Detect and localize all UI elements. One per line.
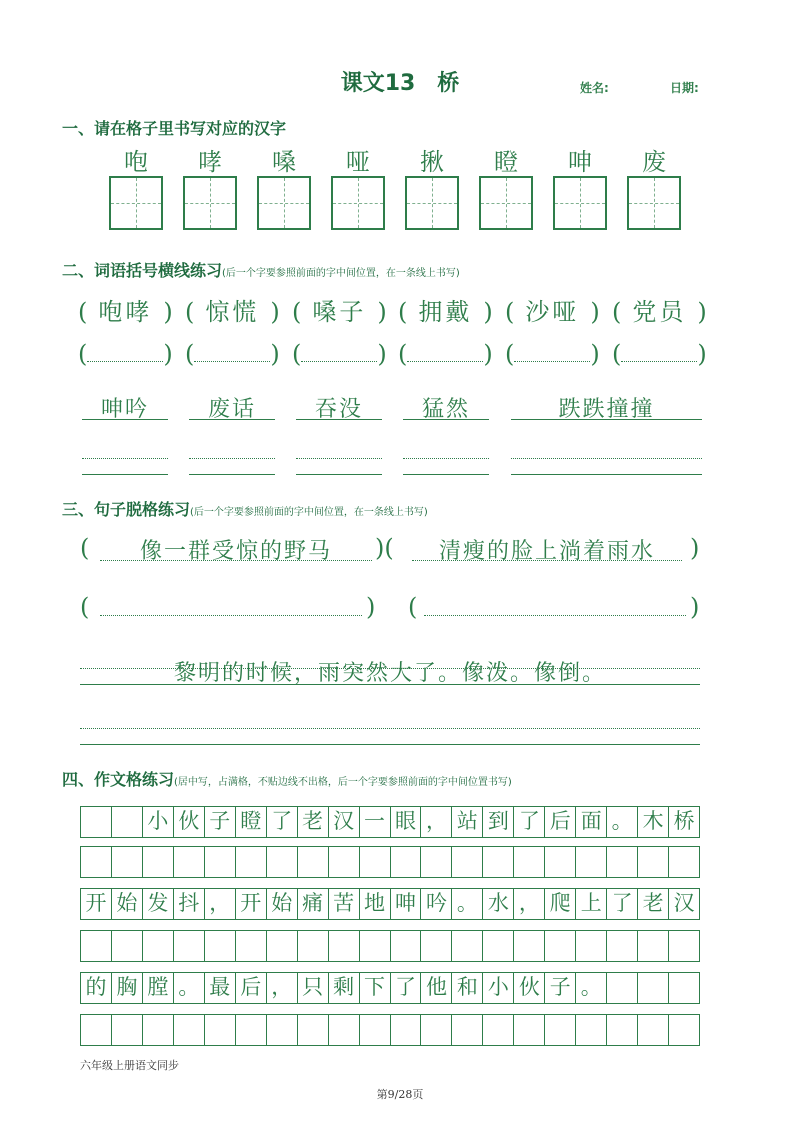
sentence-paren-2-close: ) — [690, 534, 700, 562]
grid-cell[interactable] — [669, 931, 699, 961]
grid-cell[interactable]: 呻 — [391, 889, 422, 919]
grid-cell[interactable]: 的 — [81, 973, 112, 1003]
grid-cell[interactable]: 后 — [545, 807, 576, 837]
line-word: 呻吟 — [100, 397, 149, 422]
writing-box[interactable] — [109, 176, 163, 230]
section2-heading — [62, 258, 460, 281]
grid-cell[interactable]: 了 — [391, 973, 422, 1003]
practice-dotline[interactable] — [403, 458, 489, 459]
grid-cell[interactable] — [576, 931, 607, 961]
line-word: 跌跌撞撞 — [558, 397, 655, 422]
paren-word: ( 咆哮 ) — [78, 292, 173, 327]
grid-cell[interactable] — [452, 847, 483, 877]
grid-cell[interactable]: 一 — [360, 807, 391, 837]
sentence-paren-1: ( — [80, 534, 90, 562]
grid-cell[interactable]: 。 — [452, 889, 483, 919]
line-sentence: 黎明的时候，雨突然大了。像泼。像倒。 — [173, 661, 606, 686]
grid-cell[interactable] — [205, 931, 236, 961]
book-label: 六年级上册语文同步 — [80, 1059, 179, 1072]
grid-cell[interactable]: 。 — [174, 973, 205, 1003]
paren-word: ( 沙哑 ) — [505, 292, 600, 327]
grid-row — [80, 1014, 700, 1046]
grid-cell[interactable]: 开 — [236, 889, 267, 919]
writing-box[interactable] — [479, 176, 533, 230]
grid-cell[interactable]: 胸 — [112, 973, 143, 1003]
writing-box[interactable] — [183, 176, 237, 230]
empty-paren-line[interactable] — [301, 343, 377, 362]
grid-cell[interactable] — [329, 931, 360, 961]
grid-cell[interactable]: 汉 — [673, 891, 695, 915]
grid-cell[interactable]: 他 — [421, 973, 452, 1003]
grid-cell[interactable]: 站 — [452, 807, 483, 837]
grid-cell[interactable] — [174, 1015, 205, 1045]
practice-baseline[interactable] — [82, 474, 168, 475]
grid-cell[interactable] — [174, 847, 205, 877]
empty-paren-line[interactable] — [514, 343, 590, 362]
empty-sentence-paren-2: ( — [408, 593, 418, 621]
pinyin-char: 揪 — [420, 148, 444, 176]
pinyin-char: 哮 — [198, 148, 222, 176]
practice-baseline[interactable] — [403, 474, 489, 475]
empty-paren[interactable]: ( ) — [292, 340, 387, 368]
grid-cell[interactable]: 。 — [607, 807, 638, 837]
grid-cell[interactable]: 发 — [143, 889, 174, 919]
practice-dotline[interactable] — [189, 458, 275, 459]
grid-cell[interactable]: ， — [267, 973, 298, 1003]
grid-cell[interactable]: 伙 — [514, 973, 545, 1003]
grid-cell[interactable]: 了 — [607, 889, 638, 919]
empty-sentence-line-2[interactable] — [424, 615, 686, 616]
grid-cell[interactable] — [483, 1015, 514, 1045]
writing-box[interactable] — [627, 176, 681, 230]
grid-row — [80, 846, 700, 878]
paren-word: ( 惊慌 ) — [185, 292, 280, 327]
grid-cell[interactable]: 吟 — [421, 889, 452, 919]
grid-cell[interactable] — [329, 847, 360, 877]
section3-note: (后一个字要参照前面的字中间位置，在一条线上书写) — [190, 507, 428, 518]
sentence-2-line — [412, 560, 682, 561]
line-word: 猛然 — [421, 397, 470, 422]
pinyin-char: 瞪 — [494, 148, 518, 176]
grid-cell[interactable] — [421, 1015, 452, 1045]
grid-cell[interactable] — [669, 847, 699, 877]
section2-title: 二、词语括号横线练习 — [62, 261, 223, 280]
section3-title: 三、句子脱格练习 — [62, 500, 191, 519]
empty-paren-line[interactable] — [621, 343, 697, 362]
grid-cell[interactable] — [112, 847, 143, 877]
sentence-2: 清瘦的脸上淌着雨水 — [438, 539, 655, 564]
line-word: 吞没 — [314, 397, 363, 422]
grid-cell[interactable]: 爬 — [545, 889, 576, 919]
grid-cell[interactable]: 痛 — [298, 889, 329, 919]
grid-cell[interactable] — [205, 1015, 236, 1045]
grid-cell[interactable] — [112, 807, 143, 837]
grid-cell[interactable] — [81, 847, 112, 877]
paren-word: ( 拥戴 ) — [398, 292, 493, 327]
grid-cell[interactable]: 老 — [298, 807, 329, 837]
word-baseline — [403, 419, 489, 420]
name-label: 姓名: — [580, 81, 609, 95]
grid-cell[interactable] — [452, 1015, 483, 1045]
empty-sentence-paren-1-close: ) — [366, 593, 376, 621]
grid-cell[interactable] — [514, 847, 545, 877]
grid-cell[interactable] — [452, 931, 483, 961]
grid-cell[interactable] — [143, 847, 174, 877]
grid-cell[interactable] — [236, 847, 267, 877]
grid-cell[interactable]: ， — [514, 889, 545, 919]
grid-cell[interactable]: 眼 — [391, 807, 422, 837]
grid-cell[interactable] — [81, 807, 112, 837]
section4-heading — [62, 767, 512, 790]
grid-cell[interactable] — [483, 931, 514, 961]
empty-paren[interactable]: ( ) — [612, 340, 707, 368]
grid-cell[interactable]: 老 — [638, 889, 669, 919]
grid-cell[interactable] — [81, 931, 112, 961]
grid-cell[interactable] — [391, 847, 422, 877]
grid-cell[interactable] — [236, 1015, 267, 1045]
grid-cell[interactable]: ， — [205, 889, 236, 919]
grid-cell[interactable]: 面 — [576, 807, 607, 837]
section3-heading — [62, 497, 428, 520]
grid-cell[interactable] — [267, 847, 298, 877]
grid-cell[interactable] — [638, 931, 669, 961]
writing-box[interactable] — [331, 176, 385, 230]
grid-cell[interactable] — [298, 847, 329, 877]
grid-cell[interactable]: 小 — [143, 807, 174, 837]
grid-cell[interactable] — [607, 1015, 638, 1045]
grid-cell[interactable] — [638, 847, 669, 877]
word-baseline — [511, 419, 702, 420]
grid-cell[interactable]: 。 — [576, 973, 607, 1003]
grid-cell[interactable] — [669, 1015, 699, 1045]
grid-cell[interactable]: 苦 — [329, 889, 360, 919]
grid-cell[interactable] — [514, 931, 545, 961]
grid-cell[interactable] — [483, 847, 514, 877]
grid-cell[interactable] — [236, 931, 267, 961]
grid-cell[interactable]: 汉 — [329, 807, 360, 837]
paren-word-text: 惊慌 — [205, 298, 260, 326]
grid-cell[interactable] — [267, 1015, 298, 1045]
practice-baseline[interactable] — [511, 474, 702, 475]
empty-paren-line[interactable] — [87, 343, 163, 362]
grid-cell[interactable]: 剩 — [329, 973, 360, 1003]
grid-cell[interactable]: 上 — [576, 889, 607, 919]
grid-cell[interactable]: 抖 — [174, 889, 205, 919]
page-title: 课文13 桥 — [340, 71, 460, 96]
grid-cell[interactable] — [545, 931, 576, 961]
grid-cell[interactable] — [143, 931, 174, 961]
grid-cell[interactable]: 下 — [360, 973, 391, 1003]
pinyin-char: 哑 — [346, 148, 370, 176]
empty-sentence-paren-2-close: ) — [690, 593, 700, 621]
grid-cell[interactable] — [391, 1015, 422, 1045]
paren-word-text: 拥戴 — [418, 298, 473, 326]
practice-dotline[interactable] — [511, 458, 702, 459]
grid-cell[interactable]: 子 — [545, 973, 576, 1003]
grid-row — [80, 888, 700, 920]
grid-cell[interactable] — [607, 931, 638, 961]
grid-cell[interactable] — [360, 1015, 391, 1045]
grid-cell[interactable]: ， — [421, 807, 452, 837]
empty-paren[interactable]: ( ) — [398, 340, 493, 368]
empty-sentence-line-1[interactable] — [100, 615, 362, 616]
sentence-1-line — [100, 560, 372, 561]
section4-title: 四、作文格练习 — [62, 770, 175, 789]
grid-cell[interactable] — [360, 847, 391, 877]
grid-cell[interactable] — [112, 1015, 143, 1045]
grid-cell[interactable]: 膛 — [143, 973, 174, 1003]
paren-word: ( 嗓子 ) — [292, 292, 387, 327]
writing-box[interactable] — [257, 176, 311, 230]
empty-paren[interactable]: ( ) — [185, 340, 280, 368]
grid-cell[interactable] — [81, 1015, 112, 1045]
grid-cell[interactable] — [607, 973, 638, 1003]
grid-cell[interactable] — [576, 1015, 607, 1045]
grid-cell[interactable] — [143, 1015, 174, 1045]
grid-cell[interactable] — [545, 1015, 576, 1045]
grid-cell[interactable]: 水 — [483, 889, 514, 919]
practice-baseline[interactable] — [296, 474, 382, 475]
grid-cell[interactable]: 了 — [267, 807, 298, 837]
grid-cell[interactable] — [360, 931, 391, 961]
four-line-base-1 — [80, 684, 700, 685]
date-label: 日期: — [670, 81, 699, 95]
paren-word-text: 嗓子 — [312, 298, 367, 326]
word-baseline — [296, 419, 382, 420]
grid-cell[interactable]: 始 — [112, 889, 143, 919]
grid-cell[interactable] — [112, 931, 143, 961]
practice-baseline[interactable] — [189, 474, 275, 475]
grid-cell[interactable]: 到 — [483, 807, 514, 837]
grid-cell[interactable] — [607, 847, 638, 877]
paren-word-text: 咆哮 — [98, 298, 153, 326]
grid-cell[interactable]: 木 — [638, 807, 669, 837]
grid-cell[interactable] — [545, 847, 576, 877]
grid-row — [80, 930, 700, 962]
grid-cell[interactable]: 和 — [452, 973, 483, 1003]
empty-paren-line[interactable] — [194, 343, 270, 362]
four-line-base-2[interactable] — [80, 744, 700, 745]
grid-cell[interactable]: 子 — [205, 807, 236, 837]
pinyin-char: 废 — [642, 148, 666, 176]
grid-cell[interactable] — [669, 973, 699, 1003]
grid-cell[interactable] — [391, 931, 422, 961]
sentence-1: 像一群受惊的野马 — [139, 539, 332, 564]
word-baseline — [189, 419, 275, 420]
section1-heading: 一、请在格子里书写对应的汉字 — [62, 119, 287, 138]
writing-box[interactable] — [405, 176, 459, 230]
empty-sentence-paren-1: ( — [80, 593, 90, 621]
grid-cell[interactable] — [576, 847, 607, 877]
grid-row — [80, 972, 700, 1004]
grid-cell[interactable] — [421, 847, 452, 877]
empty-paren[interactable]: ( ) — [505, 340, 600, 368]
grid-cell[interactable] — [638, 1015, 669, 1045]
grid-cell[interactable]: 了 — [514, 807, 545, 837]
section4-note: (居中写，占满格，不贴边线不出格，后一个字要参照前面的字中间位置书写) — [174, 777, 512, 788]
grid-cell[interactable]: 最 — [205, 973, 236, 1003]
grid-cell[interactable] — [638, 973, 669, 1003]
grid-cell[interactable] — [174, 931, 205, 961]
grid-cell[interactable]: 只 — [298, 973, 329, 1003]
empty-paren-line[interactable] — [407, 343, 483, 362]
grid-cell[interactable] — [205, 847, 236, 877]
pinyin-char: 咆 — [124, 148, 148, 176]
paren-word-text: 党员 — [632, 298, 687, 326]
grid-cell[interactable]: 桥 — [673, 809, 695, 833]
grid-cell[interactable] — [298, 1015, 329, 1045]
pinyin-char: 呻 — [568, 148, 592, 176]
practice-dotline[interactable] — [82, 458, 168, 459]
empty-paren[interactable]: ( ) — [78, 340, 173, 368]
grid-cell[interactable]: 始 — [267, 889, 298, 919]
paren-word: ( 党员 ) — [612, 292, 707, 327]
pinyin-char: 嗓 — [272, 148, 296, 176]
grid-cell[interactable]: 后 — [236, 973, 267, 1003]
four-line-top-2[interactable] — [80, 728, 700, 729]
grid-cell[interactable]: 地 — [360, 889, 391, 919]
grid-cell[interactable] — [267, 931, 298, 961]
line-word: 废话 — [207, 397, 256, 422]
grid-cell[interactable] — [514, 1015, 545, 1045]
word-baseline — [82, 419, 168, 420]
grid-cell[interactable]: 伙 — [174, 807, 205, 837]
grid-cell[interactable] — [329, 1015, 360, 1045]
grid-cell[interactable] — [421, 931, 452, 961]
grid-row — [80, 806, 700, 838]
writing-box[interactable] — [553, 176, 607, 230]
grid-cell[interactable]: 小 — [483, 973, 514, 1003]
paren-word-text: 沙哑 — [525, 298, 580, 326]
practice-dotline[interactable] — [296, 458, 382, 459]
sentence-paren-1-close: )( — [375, 534, 394, 562]
section2-note: (后一个字要参照前面的字中间位置，在一条线上书写) — [222, 268, 460, 279]
grid-cell[interactable] — [298, 931, 329, 961]
page-number: 第9/28页 — [376, 1088, 424, 1101]
grid-cell[interactable]: 瞪 — [236, 807, 267, 837]
grid-cell[interactable]: 开 — [81, 889, 112, 919]
